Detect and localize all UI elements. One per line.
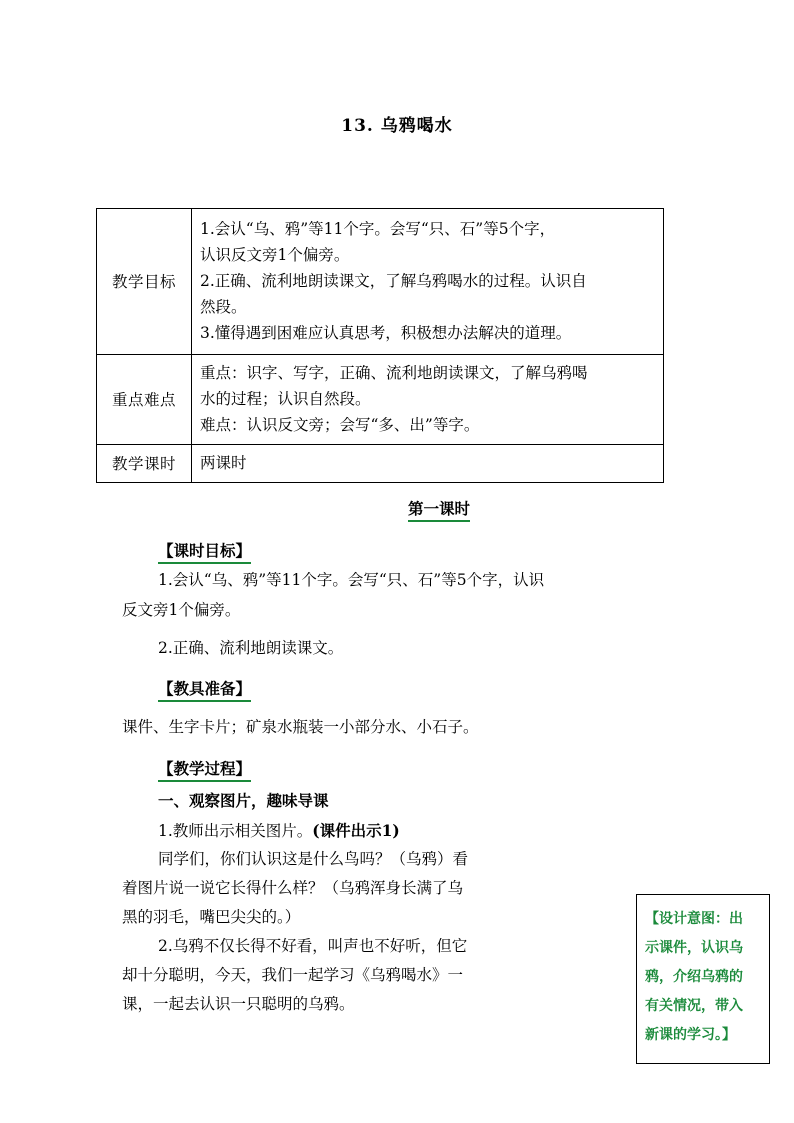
table-label: 教学课时 bbox=[97, 445, 192, 483]
materials-heading: 【教具准备】 bbox=[158, 679, 251, 702]
materials-text: 课件、生字卡片；矿泉水瓶装一小部分水、小石子。 bbox=[122, 718, 479, 736]
table-line: 重点：识字、写字，正确、流利地朗读课文，了解乌鸦喝 bbox=[200, 364, 588, 382]
table-row-periods bbox=[97, 445, 664, 483]
step-note: (课件出示1) bbox=[312, 821, 400, 840]
step-line bbox=[158, 816, 400, 846]
page-title: 13. 乌鸦喝水 bbox=[341, 116, 453, 136]
table-label: 重点难点 bbox=[97, 355, 192, 445]
table-line: 2.正确、流利地朗读课文，了解乌鸦喝水的过程。认识自 bbox=[200, 272, 587, 290]
step-text: 1.教师出示相关图片。 bbox=[158, 822, 313, 840]
design-note-line: 【设计意图：出 bbox=[645, 911, 743, 927]
design-note-line: 新课的学习。】 bbox=[645, 1027, 736, 1043]
table-line: 水的过程；认识自然段。 bbox=[200, 390, 371, 408]
design-note-line: 鸦，介绍乌鸦的 bbox=[645, 969, 743, 985]
process-heading: 【教学过程】 bbox=[158, 759, 251, 782]
lesson-info-table bbox=[96, 208, 664, 483]
step-line: 着图片说一说它长得什么样？（乌鸦浑身长满了乌 bbox=[122, 879, 464, 897]
table-content bbox=[192, 445, 664, 483]
table-content bbox=[192, 355, 664, 445]
objective-line: 2.正确、流利地朗读课文。 bbox=[158, 639, 344, 657]
table-row-objectives bbox=[97, 209, 664, 355]
design-note-line: 有关情况，带入 bbox=[645, 998, 743, 1014]
design-note-box bbox=[636, 894, 770, 1064]
step-line: 课，一起去认识一只聪明的乌鸦。 bbox=[122, 995, 355, 1013]
section-heading: 一、观察图片，趣味导课 bbox=[158, 791, 329, 810]
table-line: 然段。 bbox=[200, 298, 247, 316]
lesson-heading: 第一课时 bbox=[408, 499, 470, 522]
table-line: 认识反文旁1个偏旁。 bbox=[200, 246, 350, 264]
objective-line: 反文旁1个偏旁。 bbox=[122, 601, 241, 619]
table-row-key-points bbox=[97, 355, 664, 445]
table-label: 教学目标 bbox=[97, 209, 192, 355]
objectives-heading: 【课时目标】 bbox=[158, 541, 251, 564]
objective-line: 1.会认“乌、鸦”等11个字。会写“只、石”等5个字，认识 bbox=[158, 571, 545, 589]
step-line: 同学们，你们认识这是什么鸟吗？（乌鸦）看 bbox=[158, 850, 469, 868]
table-line: 1.会认“乌、鸦”等11个字。会写“只、石”等5个字， bbox=[200, 220, 556, 238]
step-line: 黑的羽毛，嘴巴尖尖的。） bbox=[122, 908, 301, 926]
design-note-line: 示课件，认识乌 bbox=[645, 940, 743, 956]
table-line: 3.懂得遇到困难应认真思考，积极想办法解决的道理。 bbox=[200, 324, 572, 342]
table-line: 两课时 bbox=[200, 454, 247, 472]
table-content bbox=[192, 209, 664, 355]
step-line: 2.乌鸦不仅长得不好看，叫声也不好听，但它 bbox=[158, 937, 468, 955]
table-line: 难点：认识反文旁；会写“多、出”等字。 bbox=[200, 416, 480, 434]
step-line: 却十分聪明，今天，我们一起学习《乌鸦喝水》一 bbox=[122, 966, 464, 984]
